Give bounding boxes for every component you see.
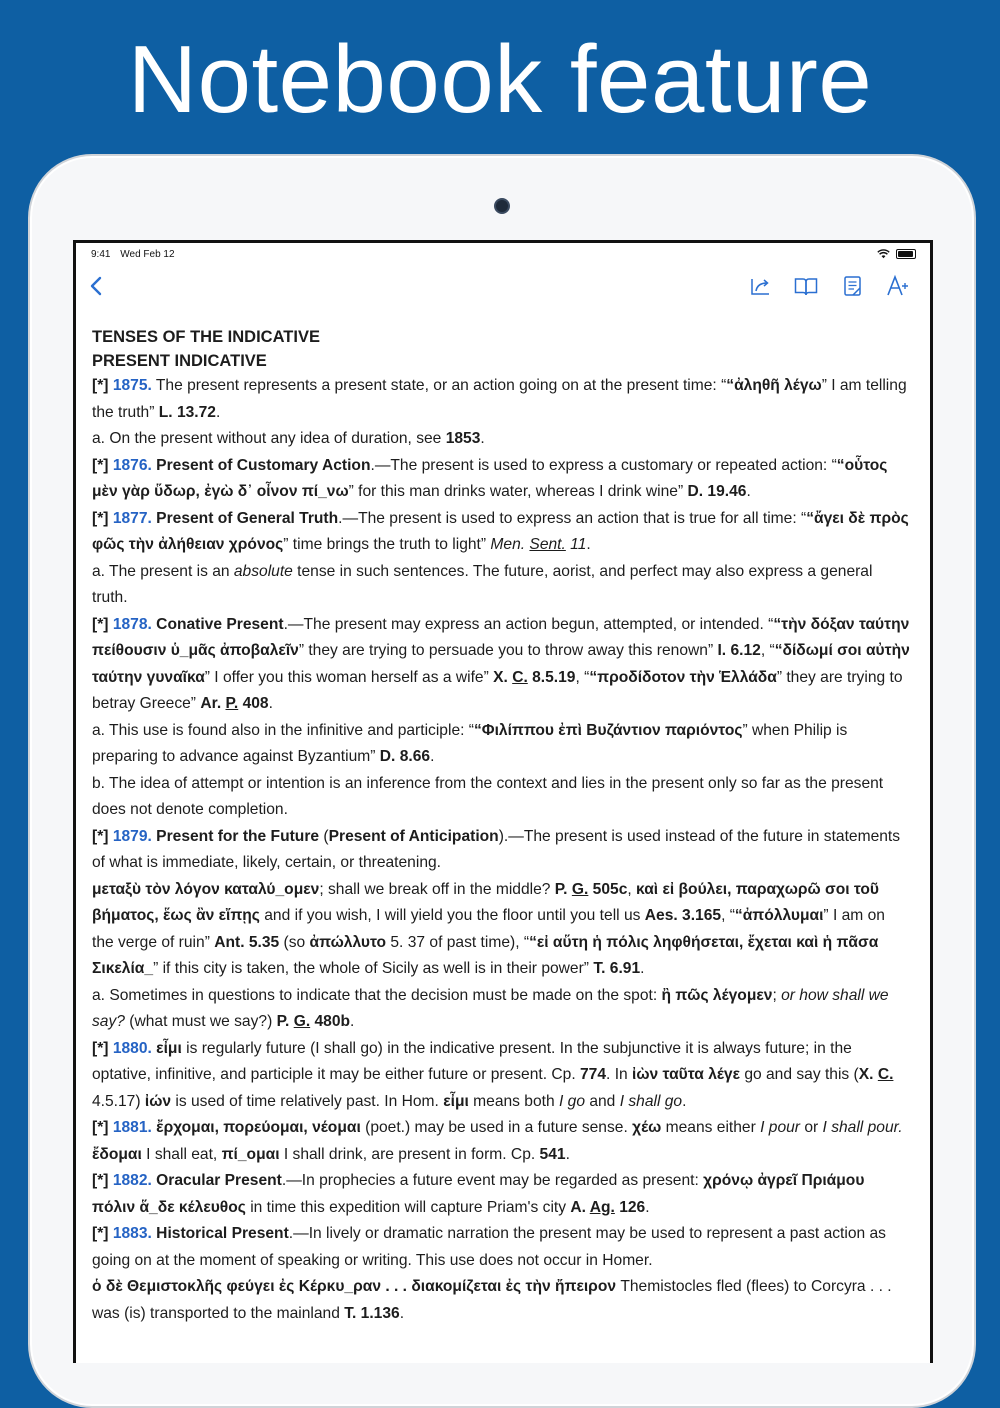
paragraph-1882 [92,1168,910,1221]
citation: P. [276,1013,290,1030]
subsection-heading: PRESENT INDICATIVE [92,352,267,370]
text: .—In lively or dramatic narration the present may be used to represent a past action as going on at the moment of speaking or writing. This use does not occur in Homer. [92,1225,886,1269]
text: ” time brings the truth to light” [283,536,491,553]
text: I shall eat, [141,1145,222,1163]
greek-text: ἰών [144,1092,172,1110]
citation-link[interactable]: G. [571,880,589,898]
bookmark-marker[interactable]: [*] [92,377,109,394]
greek-text: “Φιλίππου ἐπὶ Βυζάντιον παριόντος [473,721,743,739]
emphasis: or how shall we say? [92,986,889,1030]
text: . [399,1304,405,1322]
text: or [800,1119,823,1136]
text: . [268,695,273,712]
citation: 505c [588,880,628,898]
citation: T. 6.91 [593,960,641,977]
text: ” I offer you this woman herself as a wife” [204,668,494,686]
text: . [645,1198,650,1216]
text: (poet.) may be used in a future sense. [360,1119,633,1136]
text: , “ [575,668,590,686]
greek-text: εἶμι [443,1092,469,1110]
bookmark-marker[interactable]: [*] [92,615,109,633]
greek-text: καὶ εἰ βούλει, παραχωρῶ σοι τοῦ βήματος, ἕως ἂν εἴπῃς [92,880,880,924]
text: . [565,1145,570,1163]
citation-link[interactable]: P. [225,695,239,712]
front-camera [494,198,510,214]
cross-reference[interactable]: 1853 [445,430,481,447]
paragraph-1883-example [92,1274,910,1327]
text: . [430,748,435,765]
greek-text: μεταξὺ τὸν λόγον καταλύ_ομεν [92,880,320,898]
paragraph-1876 [92,453,910,506]
greek-text: ἀπώλλυτο [309,933,387,951]
section-link-1875[interactable]: 1875. [112,377,152,394]
text: go and say this ( [739,1066,859,1083]
section-link-1879[interactable]: 1879. [112,827,152,845]
citation: L. 13.72 [158,403,216,421]
citation-link[interactable]: G. [293,1013,311,1030]
text: ” for this man drinks water, whereas I drink wine” [348,483,688,500]
citation: A. [570,1198,586,1216]
text: . [746,483,751,500]
greek-text: ἔδομαι [92,1145,142,1163]
share-button[interactable] [748,273,774,299]
emphasis: I pour [760,1119,800,1136]
section-link-1881[interactable]: 1881. [112,1119,152,1136]
text: 5. 37 of past time), “ [386,933,530,951]
text: ; [772,986,782,1004]
citation: 8.5.19 [527,668,576,686]
greek-text: ὁ δὲ Θεμιστοκλῆς φεύγει ἐς Κέρκυ_ραν . . . διακομίζεται ἐς τὴν ἤπειρον [92,1278,617,1295]
cross-reference[interactable]: 541 [539,1145,566,1163]
status-date: Wed Feb 12 [120,249,175,260]
citation: 480b [310,1013,351,1030]
greek-text: χέω [632,1119,662,1136]
greek-text: “εἰ αὕτη ἡ πόλις ληφθήσεται, ἔχεται καὶ ἡ πᾶσα Σικελία_ [92,933,879,977]
greek-text: “τὴν δόξαν ταύτην πείθουσιν ὑ_μᾶς ἀποβαλεῖν [92,615,910,659]
section-title: Present of Anticipation [328,827,499,845]
text: .—The present is used to express a customary or repeated action: “ [370,456,837,474]
text-size-button[interactable] [885,273,911,299]
text: , “ [721,907,735,924]
citation: Aes. 3.165 [644,907,722,924]
battery-icon [896,249,916,259]
text: .—The present may express an action begun, attempted, or intended. “ [283,615,774,633]
citation: T. 1.136 [344,1304,400,1322]
section-link-1877[interactable]: 1877. [112,509,152,527]
greek-text: ἢ πῶς λέγομεν [661,986,773,1004]
app-screen [73,240,933,1363]
greek-text: “ἄγει δὲ πρὸς φῶς τὴν ἀλήθειαν χρόνος [92,509,909,553]
text: , [627,880,637,898]
text: . In [606,1066,633,1083]
bookmark-marker[interactable]: [*] [92,827,109,845]
text: tense in such sentences. The future, aorist, and perfect may also express a general truth. [92,562,873,606]
greek-text: ἰὼν ταῦτα λέγε [632,1066,740,1083]
text: , “ [760,642,775,659]
greek-text: εἶμι [151,1039,182,1057]
greek-text: “ἀληθῆ λέγω [726,377,822,394]
paragraph-1877 [92,506,910,559]
citation: P. [554,880,568,898]
paragraph-1878a [92,718,910,771]
paragraph-1879-examples [92,877,910,983]
notebook-icon [840,273,866,299]
citation: I. 6.12 [717,642,761,659]
emphasis: I shall go [619,1092,683,1110]
text: is regularly future (I shall go) in the indicative present. In the subjunctive it is always future; in the optative, infinitive, and participle it may be either future or present. Cp. [92,1039,852,1083]
greek-text: πί_ομαι [221,1145,280,1163]
text: ” when Philip is preparing to advance against Byzantium” [92,721,848,765]
citation: X. [858,1066,874,1083]
section-title: Conative Present [151,615,284,633]
citation-link[interactable]: Ag. [589,1198,615,1216]
bookmark-marker[interactable]: [*] [92,1039,109,1057]
paragraph-1878 [92,612,910,718]
text: a. This use is found also in the infinitive and participle: “ [92,721,474,739]
section-link-1880[interactable]: 1880. [112,1039,152,1057]
citation: Ant. 5.35 [214,933,280,951]
text: ( [319,827,329,845]
text: in time this expedition will capture Priam's city [245,1198,571,1216]
text: . [480,430,485,447]
citation-link[interactable]: C. [877,1066,894,1083]
text: . [215,403,221,421]
text: is used of time relatively past. In Hom. [171,1092,444,1110]
text: ” if this city is taken, the whole of Sicily as well is in their power” [153,960,594,977]
text: means either [661,1119,761,1136]
text: (what must we say?) [124,1013,277,1030]
text: Themistocles fled (flees) to Corcyra . . . was (is) transported to the mainland [92,1278,892,1322]
section-title: Present of Customary Action [151,456,371,474]
cross-reference[interactable]: 774 [580,1066,607,1083]
back-button[interactable] [84,273,110,299]
text: .—In prophecies a future event may be regarded as present: [281,1172,704,1189]
text: ) [135,1092,145,1110]
citation: 11 [565,536,587,553]
bookmark-marker[interactable]: [*] [92,509,109,527]
text: . [640,960,645,977]
paragraph-1879a [92,983,910,1036]
citation: D. 19.46 [687,483,747,500]
greek-text: “δίδωμί σοι αὐτὴν ταύτην γυναῖκα [92,642,910,686]
reader-content [92,325,910,1327]
book-icon [793,273,819,299]
citation-link[interactable]: Sent. [529,536,566,553]
section-title: Oracular Present [151,1172,282,1189]
bookmark-marker[interactable]: [*] [92,1225,109,1242]
text: a. The present is an [92,562,234,580]
paragraph-1877a [92,559,910,612]
greek-text: “ἀπόλλυμαι [734,907,824,924]
text: ” I am telling the truth” [92,377,907,421]
text: ).—The present is used instead of the future in statements of what is immediate, likely, certain, or threatening. [92,827,901,871]
toolbar [76,269,930,305]
share-icon [748,273,774,299]
citation: Ar. [200,695,222,712]
bookmark-marker[interactable]: [*] [92,1172,109,1189]
text: ” they are trying to persuade you to throw away this renown” [298,642,718,659]
chevron-left-icon [84,273,110,299]
greek-text: ἔρχομαι, πορεύομαι, νέομαι [151,1119,361,1136]
section-link-1882[interactable]: 1882. [112,1172,152,1189]
text: ; shall we break off in the middle? [319,880,555,898]
section-title: Present for the Future [151,827,320,845]
text-size-icon [885,273,911,299]
library-button[interactable] [793,273,819,299]
text: and [585,1092,620,1110]
emphasis: I shall pour. [822,1119,903,1136]
greek-text: “προδίδοτον τὴν Ἑλλάδα [589,668,777,686]
text: (so [279,933,310,951]
text: a. On the present without any idea of duration, see [92,430,446,447]
citation: X. [493,668,508,686]
status-indicators [877,249,916,259]
paragraph-1878b: b. The idea of attempt or intention is an inference from the context and lies in the present only so far as the present does not denote completion. [92,774,884,818]
paragraph-1875a [92,426,910,453]
section-title: Historical Present [151,1225,289,1242]
text: ” they are trying to betray Greece” [92,668,903,712]
citation: Men. [490,536,526,553]
text: . [586,536,591,553]
text: . [350,1013,355,1030]
greek-text: “οὗτος μὲν γὰρ ὕδωρ, ἐγὼ δ᾽ οἶνον πί_νω [92,456,888,500]
section-heading: TENSES OF THE INDICATIVE [92,328,320,346]
citation: 408 [238,695,269,712]
citation-link[interactable]: C. [512,668,528,686]
paragraph-1880 [92,1036,910,1116]
citation: 126 [614,1198,646,1216]
paragraph-1875 [92,373,910,426]
emphasis: I go [558,1092,585,1110]
status-time: 9:41 [91,249,111,260]
text: and if you wish, I will yield you the floor until you tell us [259,907,645,924]
text: I shall drink, are present in form. Cp. [279,1145,540,1163]
bookmark-marker[interactable]: [*] [92,456,109,474]
greek-text: χρόνῳ ἀγρεῖ Πριάμου πόλιν ἅ_δε κέλευθος [92,1172,865,1216]
section-link-1878[interactable]: 1878. [112,615,152,633]
text: . [682,1092,687,1110]
section-link-1883[interactable]: 1883. [112,1225,152,1242]
text: a. Sometimes in questions to indicate that the decision must be made on the spot: [92,986,662,1004]
paragraph-1881 [92,1115,910,1168]
text: means both [468,1092,559,1110]
text: The present represents a present state, or an action going on at the present time: “ [151,377,727,394]
paragraph-1883 [92,1221,910,1274]
citation: 4.5.17 [92,1092,136,1110]
text: ” I am on the verge of ruin” [92,907,885,951]
notebook-button[interactable] [840,273,866,299]
emphasis: absolute [233,562,293,580]
citation: D. 8.66 [379,748,431,765]
bookmark-marker[interactable]: [*] [92,1119,109,1136]
text: .—The present is used to express an action that is true for all time: “ [338,509,807,527]
status-bar [91,249,182,260]
wifi-icon [877,249,890,259]
section-title: Present of General Truth [151,509,339,527]
banner-title: Notebook feature [127,26,873,133]
section-link-1876[interactable]: 1876. [112,456,152,474]
paragraph-1879 [92,824,910,877]
